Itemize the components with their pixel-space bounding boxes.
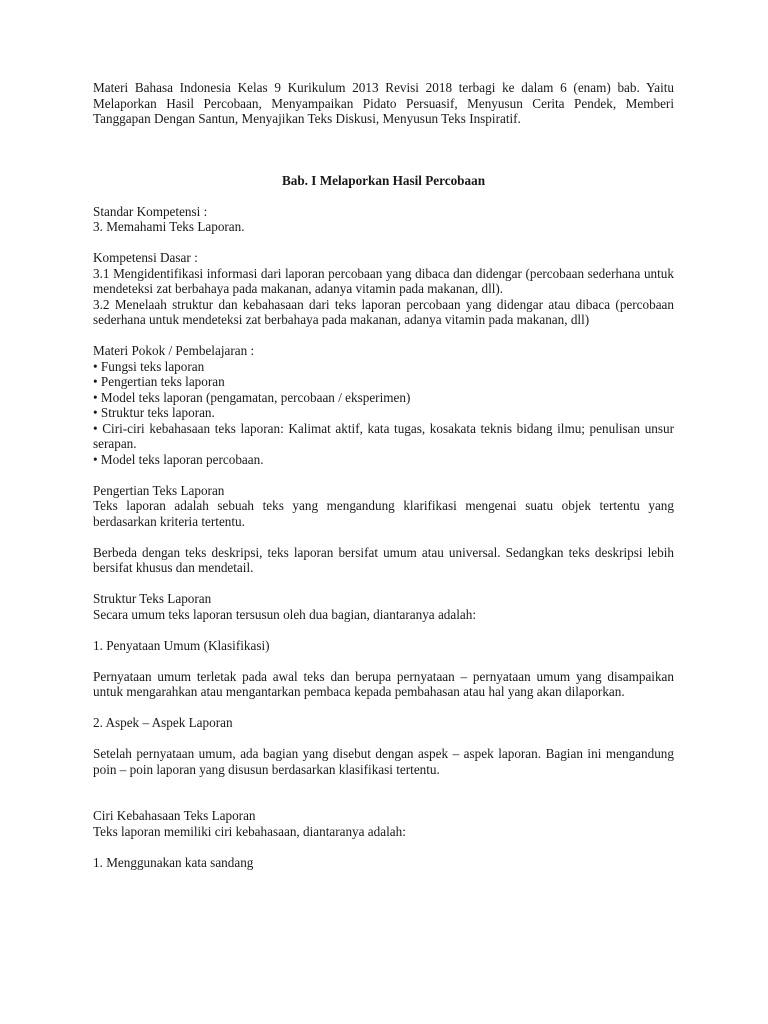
struktur-item-1-title: 1. Penyataan Umum (Klasifikasi)	[93, 637, 270, 653]
list-item	[93, 421, 674, 452]
document-page	[93, 80, 674, 870]
kompetensi-dasar-section	[93, 250, 674, 328]
bullet-icon: •	[93, 374, 98, 389]
bullet-icon: •	[93, 358, 98, 374]
bullet-icon: •	[93, 389, 98, 405]
materi-heading: Materi Pokok / Pembelajaran :	[93, 343, 255, 358]
list-item-text: Struktur teks laporan.	[100, 405, 215, 420]
kompetensi-item-3-2: 3.2 Menelaah struktur dan kebahasaan dari teks laporan percobaan yang didengar atau dibaca (percobaan sederhana untuk mendeteksi zat berbahaya pada makanan, adanya vitamin pada makanan, dll)	[93, 296, 674, 327]
pengertian-section	[93, 483, 674, 576]
standar-heading: Standar Kompetensi :	[93, 203, 208, 219]
kompetensi-item-3-1: 3.1 Mengidentifikasi informasi dari laporan percobaan yang dibaca dan didengar (percobaan sederhana untuk mendeteksi zat berbahaya pada makanan, adanya vitamin pada makanan, dll).	[93, 265, 674, 296]
bullet-icon: •	[93, 420, 98, 436]
ciri-intro: Teks laporan memiliki ciri kebahasaan, diantaranya adalah:	[93, 823, 406, 839]
struktur-item-2-title: 2. Aspek – Aspek Laporan	[93, 715, 233, 730]
bullet-icon: •	[93, 451, 98, 467]
list-item	[93, 359, 674, 375]
list-item-text: Ciri-ciri kebahasaan teks laporan: Kalimat aktif, kata tugas, kosakata teknis bidang ilmu; penulisan unsur serapan.	[93, 420, 675, 451]
pengertian-heading: Pengertian Teks Laporan	[93, 482, 225, 498]
intro-paragraph: Materi Bahasa Indonesia Kelas 9 Kurikulum 2013 Revisi 2018 terbagi ke dalam 6 (enam) bab. Yaitu Melaporkan Hasil Percobaan, Menyampaikan Pidato Persuasif, Menyusun Cerita Pendek, Memberi Tanggapan Dengan Santun, Menyajikan Teks Diskusi, Menyusun Teks Inspiratif.	[93, 80, 674, 126]
ciri-heading: Ciri Kebahasaan Teks Laporan	[93, 808, 256, 823]
struktur-item-1-text: Pernyataan umum terletak pada awal teks dan berupa pernyataan – pernyataan umum yang disampaikan untuk mengarahkan atau mengantarkan pembaca kepada pembahasan atau hal yang akan dilaporkan.	[93, 668, 674, 699]
struktur-intro: Secara umum teks laporan tersusun oleh dua bagian, diantaranya adalah:	[93, 606, 477, 622]
materi-list	[93, 359, 674, 468]
ciri-section	[93, 808, 674, 870]
struktur-item-2-text: Setelah pernyataan umum, ada bagian yang disebut dengan aspek – aspek laporan. Bagian ini mengandung poin – poin laporan yang disusun berdasarkan klasifikasi tertentu.	[93, 746, 674, 777]
list-item-text: Fungsi teks laporan	[100, 358, 205, 374]
struktur-heading: Struktur Teks Laporan	[93, 591, 212, 606]
ciri-item-1: 1. Menggunakan kata sandang	[93, 854, 254, 870]
pengertian-paragraph-2: Berbeda dengan teks deskripsi, teks laporan bersifat umum atau universal. Sedangkan teks deskripsi lebih bersifat khusus dan mendetail.	[93, 544, 674, 575]
struktur-section	[93, 591, 674, 777]
pengertian-paragraph-1: Teks laporan adalah sebuah teks yang mengandung klarifikasi mengenai suatu objek tertentu yang berdasarkan kriteria tertentu.	[93, 498, 674, 529]
list-item	[93, 452, 674, 468]
list-item	[93, 390, 674, 406]
list-item	[93, 374, 674, 390]
list-item-text: Pengertian teks laporan	[100, 374, 225, 389]
bullet-icon: •	[93, 405, 98, 420]
chapter-title: Bab. I Melaporkan Hasil Percobaan	[281, 172, 486, 188]
materi-pokok-section	[93, 343, 674, 467]
list-item-text: Model teks laporan percobaan.	[100, 451, 264, 467]
list-item	[93, 405, 674, 421]
list-item-text: Model teks laporan (pengamatan, percobaan / eksperimen)	[100, 389, 411, 405]
kompetensi-heading: Kompetensi Dasar :	[93, 250, 198, 265]
standar-item: 3. Memahami Teks Laporan.	[93, 219, 245, 234]
standar-kompetensi-section	[93, 204, 674, 235]
